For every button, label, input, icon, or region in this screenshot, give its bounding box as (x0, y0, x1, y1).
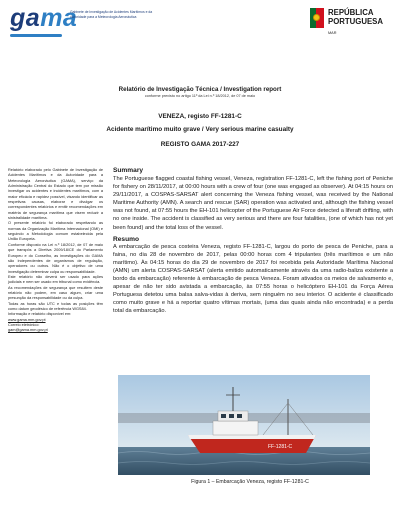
sidebar-paragraph: Conforme disposto na Lei n.º 18/2012, de 07 de maio que transpôs a Diretiva 2009/18/CE do Parlamento Europeu e do Conselho, as investigações do GAMA são independentes de organismos de regulação, operadores ou outros. Não é o objetivo de uma investigação determinar culpa ou responsabilidade. (8, 242, 103, 274)
vessel-photo-illustration (118, 375, 370, 475)
gama-tagline: Gabinete de Investigação de Acidentes Marítimos e da Autoridade para a Meteorologia Aeronáutica (70, 10, 153, 19)
report-title-block (0, 86, 400, 98)
republica-portuguesa-logo (310, 8, 392, 42)
summary-text: The Portuguese flagged coastal fishing vessel, Veneza, registration FF-1281-C, left the fishing port of Peniche for fishery on 28/11/2017, at 00:00 hours with a crew of four (one was engaged as observer). At 04:15 hours on 29/11/2017, a COSPAS-SARSAT alert concerning the Veneza fishing vessel, was received by the National Maritime Authority (AMN). A search and rescue (SAR) operation was activated and, although the fishing vessel was not found, at 07:55 hours the EH-101 helicopter of the Portuguese Air Force detected a liferaft drifting, with no one inside. The accident is classified as very serious and there are four fatalities, (one of which has not yet been found) and the total loss of the vessel. (113, 176, 393, 231)
sidebar-paragraph: Relatório elaborado pelo Gabinete de Investigação de Acidentes Marítimos e da Autoridade para a Meteorologia Aeronáutica (GAMA), serviço da Administração Central do Estado que tem por missão investigar os acidentes e incidentes marítimos, com a maior eficácia e rapidez possível, visando identificar as respetivas causas, elaborar e divulgar os correspondentes relatórios e emitir recomendações em matéria de segurança marítima que visem reduzir a sinistralidade marítima. (8, 168, 103, 221)
website-link[interactable]: www.gama.mm.gov.pt (8, 317, 46, 322)
gama-logo-swoosh (10, 34, 62, 37)
figure-caption: Figura 1 – Embarcação Veneza, registo FF-1281-C (191, 479, 309, 485)
page-header (0, 0, 400, 62)
resumo-text: A embarcação de pesca costeira Veneza, registo FF-1281-C, largou do porto de pesca de Peniche, para a faina, no dia 28 de novembro de 2017, pelas 00:00 horas com 4 tripulantes (três marítimos e um não marítimo). Às 04:15 horas do dia 29 de novembro de 2017 foi recebida pela Autoridade Marítima Nacional (AMN) um alerta COSPAS-SARSAT (alerta emitido automaticamente através da uma radio-baliza existente a bordo da embarcação) referente à embarcação de pesca Veneza. Foram ativados os meios de salvamento e, apesar de não ter sido avistada a embarcação, às 07:55 horas o helicóptero EH-101 da Força Aérea Portuguesa detetou uma balsa salva-vidas à deriva, sem ninguém no seu interior. O acidente é classificado como muito grave e há a reportar quatro vítimas mortais, (uma das quais ainda não encontrada) e a perda total da embarcação. (113, 243, 393, 315)
gov-name: REPÚBLICA PORTUGUESA (328, 8, 384, 26)
vessel-heading: VENEZA, registo FF-1281-C (158, 113, 242, 120)
report-title: Relatório de Investigação Técnica / Investigation report (118, 86, 282, 93)
summary-heading: Summary (113, 167, 144, 174)
portuguese-flag-icon (310, 8, 324, 28)
resumo-heading: Resumo (113, 235, 140, 243)
report-subtitle: conforme previsto no artigo 11º da Lei n.º 18/2012, de 07 de maio (144, 94, 256, 98)
gama-logo (10, 4, 160, 44)
gama-wordmark: gama (10, 4, 78, 32)
sidebar-paragraph: Todas as horas são UTC e todas as posições têm como datum geodésico de referência WGS84. (8, 301, 103, 311)
registo-heading: REGISTO GAMA 2017-227 (160, 141, 240, 148)
casualty-heading: Acidente marítimo muito grave / Very serious marine casualty (106, 126, 294, 133)
sidebar-paragraph: Informação e relatório disponível em: (8, 312, 72, 317)
main-content (113, 167, 393, 316)
sidebar-paragraph: As recomendações de segurança que resultem deste relatório não podem, em caso algum, criar uma presunção da responsabilidade ou da culpa. (8, 285, 103, 301)
sidebar-disclaimer (8, 168, 103, 334)
gov-ministry: MAR (328, 31, 337, 35)
email-link[interactable]: gam@gama.mm.gov.pt (8, 328, 48, 333)
hull-number-label: FF-1281-C (268, 444, 293, 450)
sidebar-paragraph: O presente relatório foi elaborado respeitando as normas da Organização Marítima Internacional (OMI) e seguindo a Metodologia comum estabelecida pela União Europeia. (8, 221, 103, 242)
email-label: Correio eletrónico: (8, 322, 40, 327)
sidebar-paragraph: Este relatório não deverá ser usado para ações judiciais e nem ser usado em tribunal como evidência. (8, 274, 103, 285)
vessel-photo (118, 375, 370, 475)
